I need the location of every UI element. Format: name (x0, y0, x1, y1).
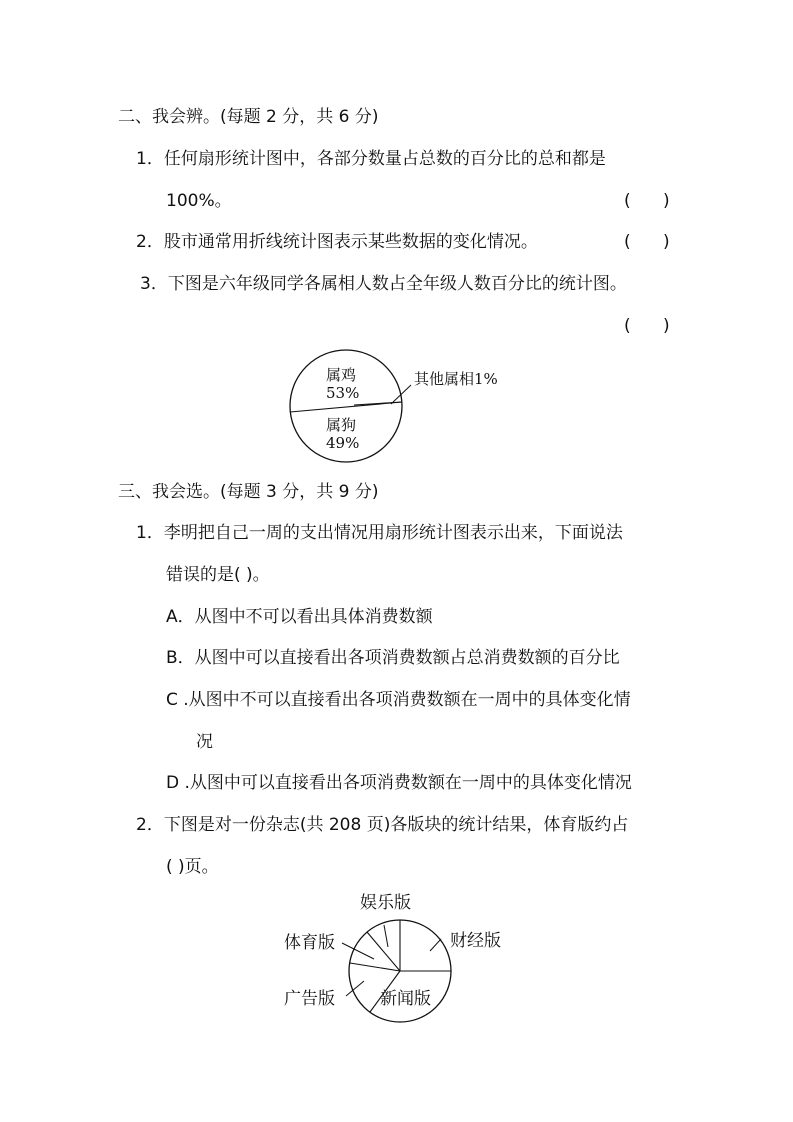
label-sports: 体育版 (284, 933, 335, 953)
label-entertainment: 娱乐版 (360, 893, 411, 913)
option-d[interactable]: D .从图中可以直接看出各项消费数额在一周中的具体变化情况 (166, 773, 632, 793)
judge-question-1-line-1: 1．任何扇形统计图中，各部分数量占总数的百分比的总和都是 (136, 149, 606, 169)
section-heading-judge: 二、我会辨。(每题 2 分，共 6 分) (118, 107, 379, 127)
option-b[interactable]: B．从图中可以直接看出各项消费数额占总消费数额的百分比 (166, 648, 620, 668)
slice-dog-percent: 49% (326, 434, 360, 452)
option-c-line-2: 况 (196, 732, 213, 752)
slice-rooster-label: 属鸡 (326, 366, 357, 384)
slice-rooster-percent: 53% (326, 384, 360, 402)
magazine-divider-upper-left (367, 932, 400, 971)
label-news: 新闻版 (380, 989, 431, 1009)
finance-leader-line (430, 939, 441, 951)
label-ads: 广告版 (284, 989, 335, 1009)
judge-question-1-line-2: 100%。 (166, 191, 232, 211)
sports-leader-line (342, 943, 374, 959)
answer-blank-1[interactable]: ( ) (624, 191, 670, 211)
answer-blank-3[interactable]: ( ) (624, 316, 670, 336)
answer-blank-2[interactable]: ( ) (624, 232, 670, 252)
option-c-line-1[interactable]: C .从图中不可以直接看出各项消费数额在一周中的具体变化情 (166, 690, 631, 710)
magazine-pie-figure (270, 885, 530, 1030)
slice-other-label: 其他属相1% (414, 370, 498, 388)
zodiac-pie-figure (280, 348, 520, 468)
judge-question-3: 3．下图是六年级同学各属相人数占全年级人数百分比的统计图。 (140, 274, 627, 294)
other-leader-line (391, 385, 411, 404)
magazine-divider-left (350, 963, 400, 971)
slice-dog-label: 属狗 (326, 416, 357, 434)
option-a[interactable]: A．从图中不可以看出具体消费数额 (166, 607, 433, 627)
entertainment-leader-line (384, 925, 388, 947)
choose-question-1-line-2: 错误的是( )。 (166, 565, 270, 585)
choose-question-1-line-1: 1．李明把自己一周的支出情况用扇形统计图表示出来，下面说法 (136, 523, 623, 543)
judge-question-2: 2．股市通常用折线统计图表示某些数据的变化情况。 (136, 232, 538, 252)
choose-question-2-line-2: ( )页。 (166, 857, 219, 877)
section-heading-choose: 三、我会选。(每题 3 分，共 9 分) (118, 482, 379, 502)
label-finance: 财经版 (450, 931, 501, 951)
choose-question-2-line-1: 2．下图是对一份杂志(共 208 页)各版块的统计结果，体育版约占 (136, 815, 629, 835)
